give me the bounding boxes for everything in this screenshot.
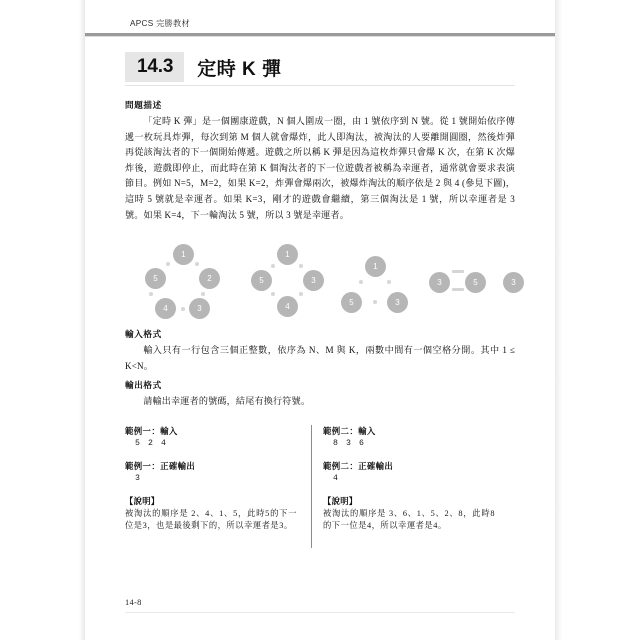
example-column-one: [125, 425, 297, 532]
example-one-note-body: 被淘汰的順序是 2、4、1、5，此時5的下一位是3，也是最後剩下的，所以幸運者是3。: [125, 509, 297, 531]
page-edge-right: [555, 0, 562, 640]
diagram-connector: [387, 280, 391, 284]
heading-input-format: 輸入格式: [125, 329, 162, 339]
diagram-connector: [359, 280, 363, 284]
diagram-node: 1: [277, 244, 298, 265]
example-two-note-body: 被淘汰的順序是 3、6、1、5、2、8，此時8的下一位是4，所以幸運者是4。: [323, 509, 495, 531]
book-page: [85, 0, 555, 640]
diagram-connector: [149, 292, 153, 296]
diagram-connector: [271, 264, 275, 268]
elimination-diagram: [125, 240, 525, 318]
diagram-node: 1: [173, 244, 194, 265]
diagram-connector: [299, 264, 303, 268]
diagram-connector: [271, 292, 275, 296]
section-title: [125, 52, 281, 82]
diagram-node: 3: [387, 292, 408, 313]
example-two-input-value: 8 3 6: [333, 439, 366, 448]
example-two-output-value: 4: [333, 474, 340, 483]
running-head-rule-thin: [85, 36, 555, 37]
example-one-note-label: 【說明】: [125, 497, 160, 506]
section-title-underline: [125, 85, 515, 86]
diagram-connector: [181, 307, 185, 311]
diagram-node: 1: [365, 256, 386, 277]
example-column-two: [323, 425, 495, 532]
heading-problem-description: 問題描述: [125, 100, 162, 110]
running-head: APCS 完勝教材: [130, 19, 191, 28]
diagram-connector: [299, 292, 303, 296]
example-one-output-value: 3: [135, 474, 142, 483]
diagram-node: 2: [199, 268, 220, 289]
section-title-text: 定時 K 彈: [197, 58, 282, 80]
diagram-arrow: [452, 270, 464, 273]
diagram-connector: [195, 262, 199, 266]
example-one-input-value: 5 2 4: [135, 439, 168, 448]
example-two-input-label: 範例二：輸入: [323, 427, 376, 436]
diagram-node: 3: [429, 272, 450, 293]
footer-rule: [125, 612, 515, 613]
heading-output-format: 輸出格式: [125, 380, 162, 390]
examples-block: [125, 425, 515, 550]
diagram-arrow: [452, 288, 464, 291]
diagram-node: 5: [465, 272, 486, 293]
diagram-node: 3: [503, 272, 524, 293]
example-two-output-label: 範例二：正確輸出: [323, 462, 394, 471]
diagram-node: 4: [277, 296, 298, 317]
section-number: 14.3: [125, 52, 184, 82]
paragraph-problem-description: 「定時 K 彈」是一個團康遊戲，N 個人圍成一圈，由 1 號依序到 N 號。從 1 號開始依序傳遞一枚玩具炸彈，每次到第 M 個人就會爆炸，此人即淘汰，被淘汰的人要離開圓圈，然後炸彈再從該淘汰者的下一個開始傳遞。遊戲之所以稱 K 彈是因為這枚炸彈只會爆 K 次，在第 K 次爆炸後，遊戲即停止，而此時在第 K 個淘汰者的下一位遊戲者被稱為幸運者，通常就會要求表演節目。例如 N=5，M=2，如果 K=2，炸彈會爆兩次，被爆炸淘汰的順序依是 2 與 4 (參見下圖)，這時 5 號就是幸運者。如果 K=3，剛才的遊戲會繼續，第三個淘汰是 1 號，所以幸運者是 3 號。如果 K=4，下一輪淘汰 5 號，所以 3 號是幸運者。: [125, 116, 515, 220]
diagram-connector: [166, 262, 170, 266]
page-number: 14-8: [125, 598, 142, 607]
example-one-input-label: 範例一：輸入: [125, 427, 178, 436]
diagram-node: 5: [341, 292, 362, 313]
diagram-node: 3: [189, 298, 210, 319]
diagram-node: 5: [251, 270, 272, 291]
diagram-node: 5: [145, 268, 166, 289]
paragraph-output-format: 請輸出幸運者的號碼，結尾有換行符號。: [143, 396, 311, 406]
diagram-node: 3: [303, 270, 324, 291]
diagram-connector: [373, 300, 377, 304]
diagram-connector: [201, 292, 205, 296]
example-one-output-label: 範例一：正確輸出: [125, 462, 196, 471]
paragraph-input-format: 輸入只有一行包含三個正整數，依序為 N、M 與 K，兩數中間有一個空格分開。其中 1 ≤ K<N。: [125, 345, 515, 371]
diagram-node: 4: [155, 298, 176, 319]
examples-divider: [311, 425, 312, 548]
example-two-note-label: 【說明】: [323, 497, 358, 506]
